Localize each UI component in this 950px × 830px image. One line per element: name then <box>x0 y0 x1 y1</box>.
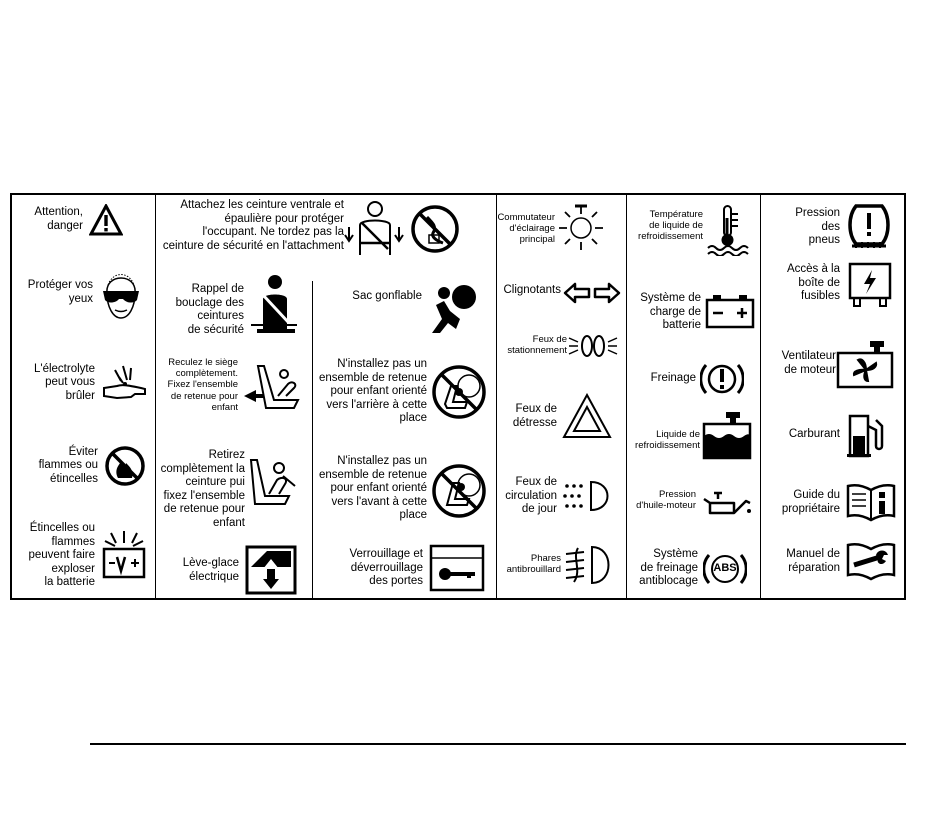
parking-lamp-icon <box>568 332 618 360</box>
fuel-label: Carburant <box>788 428 840 440</box>
symbol-danger <box>34 204 123 236</box>
symbol-battery-explosion <box>29 522 148 590</box>
symbol-parking-lamps <box>507 334 567 356</box>
belted-occupant-icon <box>344 197 406 261</box>
symbol-belt-reminder <box>176 283 244 337</box>
symbol-no-rear-facing <box>319 358 427 426</box>
symbol-engine-fan <box>782 350 836 377</box>
column-divider <box>626 195 627 598</box>
owner-manual-book-icon <box>846 482 896 522</box>
brake-warning-icon <box>700 359 744 399</box>
no-front-label: N'installez pas un ensemble de retenue pour enfant orienté vers l'avant à cette place <box>318 455 427 522</box>
belt-reminder-label: Rappel de bouclage des ceintures de sécurité <box>175 283 244 336</box>
symbol-move-seat <box>168 357 238 413</box>
symbol-fuel <box>789 428 840 442</box>
no-flames-icon <box>104 445 146 487</box>
symbol-fuse-box <box>787 263 840 304</box>
oil-can-icon <box>700 489 752 519</box>
fog-lamp-icon <box>564 544 616 586</box>
fuse-box-icon <box>848 262 892 308</box>
charging-label: Système de charge de batterie <box>640 292 701 332</box>
fuse-label: Accès à la boîte de fusibles <box>786 263 840 303</box>
child-seat-icon <box>247 456 299 508</box>
coolant-label: Liquide de refroidissement <box>635 429 700 452</box>
warning-triangle-icon <box>89 204 123 236</box>
symbol-remove-belt <box>161 449 245 530</box>
symbol-brake <box>651 372 696 386</box>
manual-label: Manuel de réparation <box>786 548 840 574</box>
battery-icon <box>705 293 755 329</box>
belts-label: Attachez les ceinture ventrale et épaulière pour protéger l'occupant. Ne tordez pas la ceinture de sécurité en l'attachment <box>162 199 344 252</box>
fuel-pump-icon <box>846 412 884 458</box>
no-front-facing-seat-icon <box>431 463 487 519</box>
column-divider <box>496 195 497 598</box>
explosion-label: Étincelles ou flammes peuvent faire exploser la batterie <box>28 522 95 589</box>
symbol-headlamp-switch <box>497 212 555 246</box>
symbol-no-front-facing <box>319 455 427 523</box>
abs-label: Système de freinage antiblocage <box>639 548 698 588</box>
symbol-abs <box>639 548 698 589</box>
locks-label: Verrouillage et déverrouillage des portes <box>349 548 423 588</box>
fan-label: Ventilateur de moteur <box>781 350 836 376</box>
symbol-coolant-level <box>635 429 700 451</box>
coolant-temperature-icon <box>706 204 750 256</box>
column-divider <box>312 281 313 598</box>
move-seat-label: Reculez le siège complètement. Fixez l'ensemble de retenue pour enfant <box>167 357 238 413</box>
repair-manual-wrench-icon <box>846 541 896 581</box>
power-window-icon <box>245 545 297 595</box>
symbol-hazard <box>513 403 557 430</box>
remove-belt-label: Retirez complètement la ceinture pui fixez l'ensemble de retenue pour enfant <box>160 449 245 529</box>
symbol-oil-pressure <box>636 489 696 511</box>
coolant-tank-icon <box>702 410 752 460</box>
symbol-drl <box>505 476 557 517</box>
symbol-turn-signals <box>503 284 561 298</box>
symbol-owner-guide <box>782 489 840 516</box>
turn-label: Clignotants <box>503 284 561 296</box>
brake-label: Freinage <box>650 372 696 384</box>
symbol-door-locks <box>349 548 423 589</box>
safety-goggles-icon <box>99 263 143 323</box>
temp-label: Température de liquide de refroidissement <box>638 209 703 243</box>
flames-label: Éviter flammes ou étincelles <box>38 445 98 485</box>
hazard-triangle-icon <box>562 393 612 439</box>
symbol-protect-eyes <box>28 263 143 323</box>
airbag-icon <box>428 283 480 335</box>
window-label: Lève-glace électrique <box>182 557 239 583</box>
symbol-fog-lamps <box>507 553 561 575</box>
drl-label: Feux de circulation de jour <box>505 476 557 516</box>
hazard-label: Feux de détresse <box>512 403 557 429</box>
daytime-running-lamps-icon <box>561 478 619 514</box>
headlamp-switch-icon <box>558 204 604 250</box>
eyes-label: Protéger vos yeux <box>27 279 93 305</box>
no-rear-label: N'installez pas un ensemble de retenue pour enfant orienté vers l'arrière à cette place <box>318 358 427 425</box>
battery-explosion-icon <box>101 531 147 581</box>
symbol-coolant-temp <box>638 209 703 243</box>
danger-label: Attention, danger <box>34 206 83 232</box>
no-rear-facing-seat-icon <box>431 364 487 420</box>
symbol-tire-pressure <box>795 207 840 248</box>
abs-text: ABS <box>713 562 737 574</box>
airbag-label: Sac gonflable <box>352 290 422 302</box>
symbol-belts <box>163 199 344 253</box>
symbol-repair-manual <box>786 548 840 575</box>
footer-rule <box>90 743 906 745</box>
guide-label: Guide du propriétaire <box>781 489 840 515</box>
oil-label: Pression d'huile-moteur <box>636 489 696 512</box>
tire-label: Pression des pneus <box>795 207 840 247</box>
symbol-power-window <box>183 557 239 584</box>
electrolyte-label: L'électrolyte peut vous brûler <box>33 362 95 402</box>
door-lock-icon <box>429 544 485 592</box>
acid-hand-icon <box>101 362 147 404</box>
parking-label: Feux de stationnement <box>507 334 567 357</box>
seatbelt-reminder-icon <box>249 273 299 335</box>
symbol-electrolyte <box>34 362 147 404</box>
abs-icon <box>703 550 747 588</box>
headlamp-switch-label: Commutateur d'éclairage principal <box>497 212 555 246</box>
tire-pressure-icon <box>846 202 892 250</box>
no-twisted-belt-icon <box>409 203 461 255</box>
symbol-airbag <box>352 290 422 304</box>
symbol-no-flames <box>39 445 146 487</box>
symbol-charging <box>640 292 701 333</box>
column-divider <box>760 195 761 598</box>
column-divider <box>155 195 156 598</box>
fog-label: Phares antibrouillard <box>506 553 561 576</box>
engine-fan-icon <box>836 339 896 389</box>
seat-back-arrow-icon <box>244 360 308 412</box>
turn-signal-arrows-icon <box>563 282 621 304</box>
